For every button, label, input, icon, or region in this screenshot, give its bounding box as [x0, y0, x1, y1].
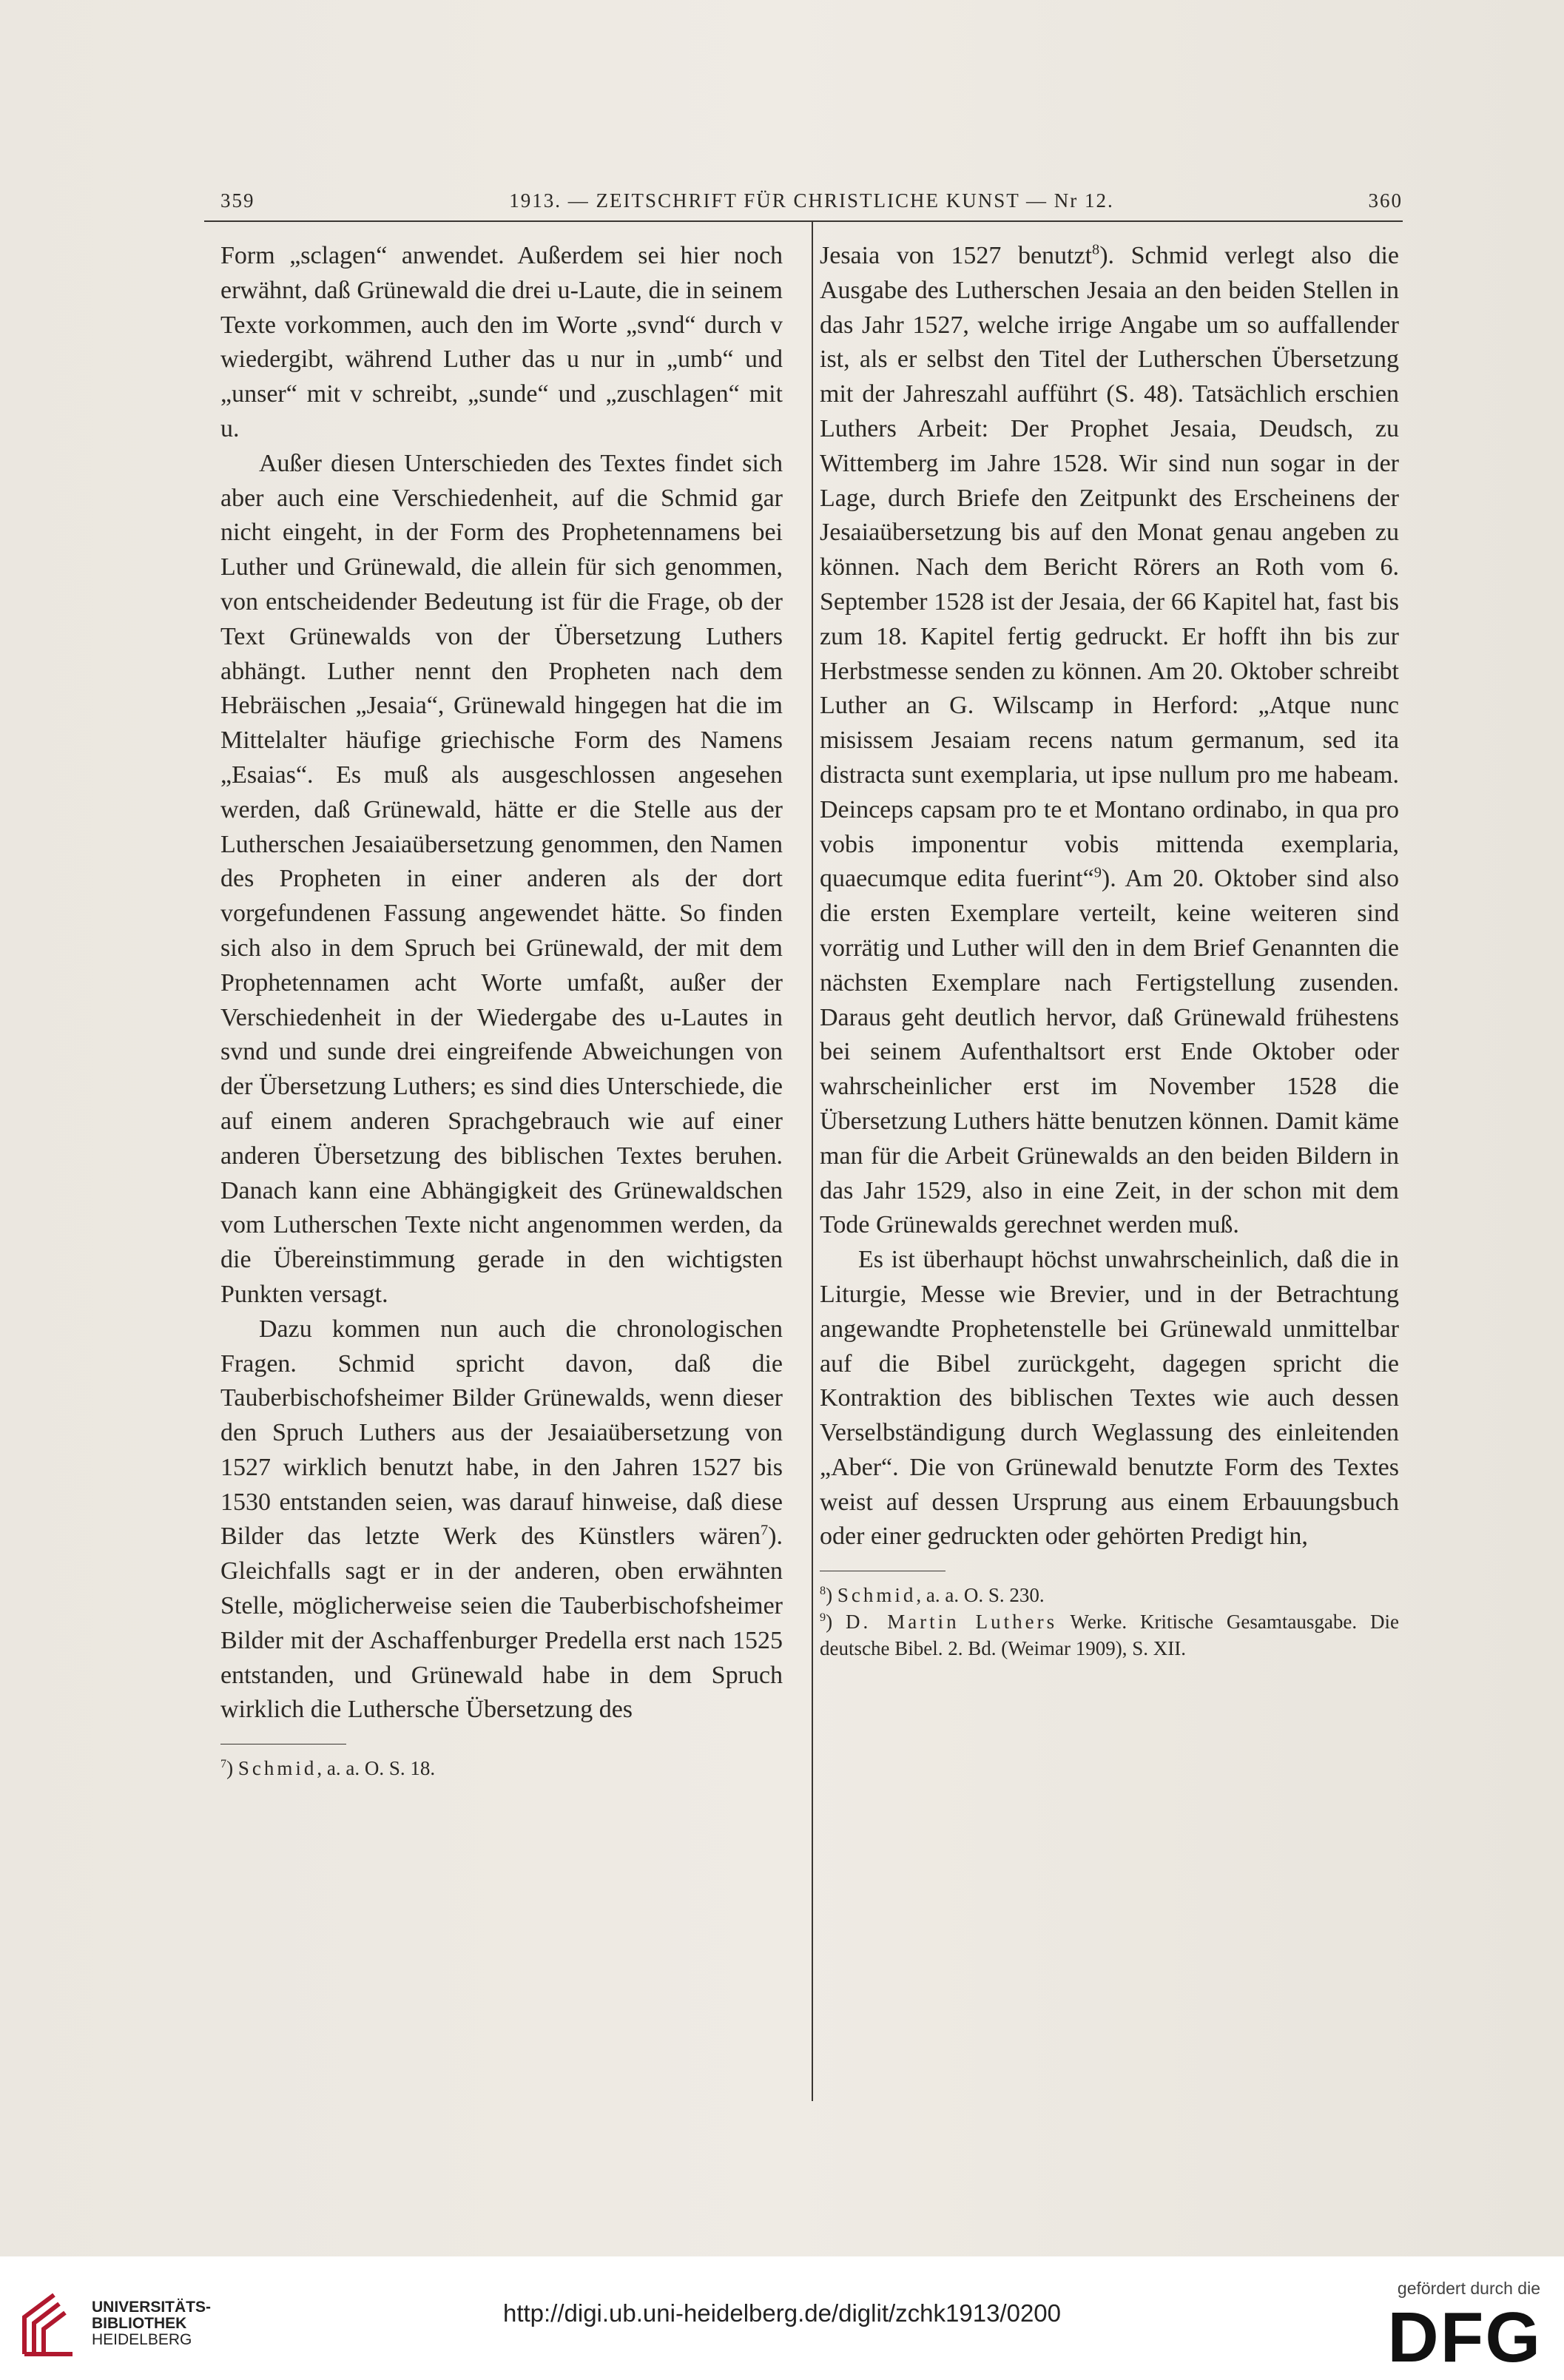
- footnote: $^8$) Schmid, a. a. O. S. 230.: [820, 1584, 1045, 1607]
- dfg-logo: DFG: [1387, 2298, 1542, 2377]
- footnote-ref: 9: [1093, 865, 1102, 882]
- footnote: $^7$) Schmid, a. a. O. S. 18.: [220, 1757, 436, 1780]
- left-column: [220, 239, 783, 1781]
- footer-bar: [0, 2256, 1564, 2380]
- journal-title: 1913. — ZEITSCHRIFT FÜR CHRISTLICHE KUNST — Nr 12.: [509, 189, 1114, 212]
- header-rule: [204, 220, 1403, 222]
- footnote-ref: 7: [760, 1523, 769, 1540]
- right-column: [820, 239, 1399, 1662]
- column-rule: [812, 222, 813, 2101]
- library-name: UNIVERSITÄTS- BIBLIOTHEK HEIDELBERG: [92, 2299, 212, 2348]
- paragraph: Form „sclagen“ anwendet. Außerdem sei hier noch erwähnt, daß Grünewald die drei u-Laute, die in seinem Texte vorkommen, auch den im Worte „svnd“ durch v wiedergibt, während Luther das u nur in „umb“ und „unser“ mit v schreibt, „sunde“ und „zuschlagen“ mit u.: [220, 242, 783, 442]
- paragraph: Dazu kommen nun auch die chronologischen Fragen. Schmid spricht davon, daß die Tauberbischofsheimer Bilder Grünewalds, wenn dieser den Spruch Luthers aus der Jesaiaübersetzung von 1527 wirklich benutzt habe, in den Jahren 1527 bis 1530 entstanden seien, was darauf hinweise, daß diese Bilder das letzte Werk des Künstlers wären$^7$). Gleichfalls sagt er in der anderen, oben erwähnten Stelle, möglicherweise seien die Tauberbischofsheimer Bilder mit der Aschaffenburger Predella erst nach 1525 entstanden, und Grünewald habe in dem Spruch wirklich die Luthersche Übersetzung des: [220, 1315, 783, 1724]
- footnote-ref: 8: [1092, 241, 1100, 258]
- paragraph: Jesaia von 1527 benutzt$^8$). Schmid verlegt also die Ausgabe des Lutherschen Jesaia an den beiden Stellen in das Jahr 1527, welche irrige Angabe um so auffallender ist, als er selbst den Titel der Lutherschen Übersetzung mit der Jahreszahl aufführt (S. 48). Tatsächlich erschien Luthers Arbeit: Der Prophet Jesaia, Deudsch, zu Wittemberg im Jahre 1528. Wir sind nun sogar in der Lage, durch Briefe den Zeitpunkt des Erscheinens der Jesaiaübersetzung bis auf den Monat genau angeben zu können. Nach dem Bericht Rörers an Roth vom 6. September 1528 ist der Jesaia, der 66 Kapitel hat, fast bis zum 18. Kapitel fertig gedruckt. Er hofft ihn bis zur Herbstmesse senden zu können. Am 20. Oktober schreibt Luther an G. Wilscamp in Herford: „Atque nunc misissem Jesaiam recens natum germanum, sed ita distracta sunt exemplaria, ut ipse nullum pro me habeam. Deinceps capsam pro te et Montano ordinabo, in qua pro vobis imponentur vobis mittenda exemplaria, quaecumque edita fuerint“$^9$). Am 20. Oktober sind also die ersten Exemplare verteilt, keine weiteren sind vorrätig und Luther will den in dem Brief Genannten die nächsten Exemplare nach Fertigstellung zusenden. Daraus geht deutlich hervor, daß Grünewald frühestens bei seinem Aufenthaltsort erst Ende Oktober oder wahrscheinlicher erst im November 1528 die Übersetzung Luthers hätte benutzen können. Damit käme man für die Arbeit Grünewalds an den beiden Bildern in das Jahr 1529, also in eine Zeit, in der schon mit dem Tode Grünewalds gerechnet werden muß.: [820, 241, 1399, 1239]
- page-number-left: 359: [220, 189, 255, 212]
- funding-note: gefördert durch die: [1397, 2279, 1540, 2298]
- page-number-right: 360: [1368, 189, 1403, 212]
- paragraph: Es ist überhaupt höchst unwahrscheinlich, daß die in Liturgie, Messe wie Brevier, und in der Betrachtung angewandte Prophetenstelle bei Grünewald unmittelbar auf die Bibel zurückgeht, dagegen spricht die Kontraktion des biblischen Textes wie auch dessen Verselbständigung durch Weglassung des einleitenden „Aber“. Die von Grünewald benutzte Form des Textes weist auf dessen Ursprung aus einem Erbauungsbuch oder einer gedruckten oder gehörten Predigt hin,: [820, 1246, 1399, 1551]
- footnote: $^9$) D. Martin Luthers Werke. Kritische Gesamtausgabe. Die deutsche Bibel. 2. Bd. (Weimar 1909), S. XII.: [820, 1611, 1399, 1660]
- paragraph: Außer diesen Unterschieden des Textes findet sich aber auch eine Verschiedenheit, auf die Schmid gar nicht eingeht, in der Form des Prophetennamens bei Luther und Grünewald, die allein für sich genommen, von entscheidender Bedeutung ist für die Frage, ob der Text Grünewalds von der Übersetzung Luthers abhängt. Luther nennt den Propheten nach dem Hebräischen „Jesaia“, Grünewald hingegen hat die im Mittelalter häufige griechische Form des Namens „Esaias“. Es muß als ausgeschlossen angesehen werden, daß Grünewald, hätte er die Stelle aus der Lutherschen Jesaiaübersetzung genommen, den Namen des Propheten in einer anderen als der dort vorgefundenen Fassung angewendet hätte. So finden sich also in dem Spruch bei Grünewald, der mit dem Prophetennamen acht Worte umfaßt, außer der Verschiedenheit in der Wiedergabe des u-Lautes in svnd und sunde drei eingreifende Abweichungen von der Übersetzung Luthers; es sind dies Unterschiede, die auf einem anderen Sprachgebrauch wie auf einer anderen Übersetzung des biblischen Textes beruhen. Danach kann eine Abhängigkeit des Grünewaldschen vom Lutherschen Texte nicht angenommen werden, da die Übereinstimmung gerade in den wichtigsten Punkten versagt.: [220, 449, 783, 1308]
- permalink[interactable]: http://digi.ub.uni-heidelberg.de/diglit/zchk1913/0200: [502, 2299, 1062, 2327]
- running-head: [220, 189, 1403, 219]
